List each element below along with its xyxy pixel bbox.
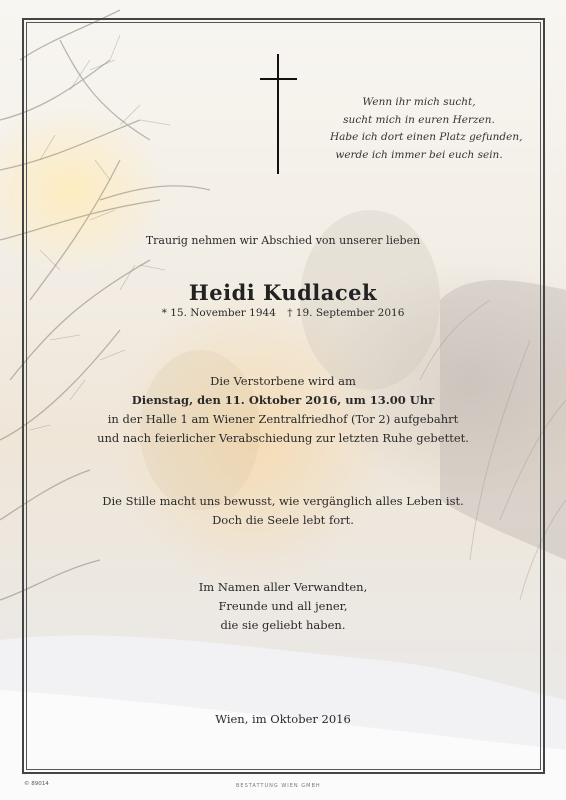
signoff-line: Im Namen aller Verwandten, [198, 580, 368, 594]
ceremony-line: in der Halle 1 am Wiener Zentralfriedhof (Tor 2) aufgebahrt [107, 412, 459, 426]
poem-line: Wenn ihr mich sucht, [362, 96, 476, 108]
deceased-name: Heidi Kudlacek [188, 280, 378, 305]
life-dates [40, 307, 526, 319]
cross-icon-bar [260, 78, 297, 80]
quote-line: Doch die Seele lebt fort. [212, 513, 354, 527]
death-date: † 19. September 2016 [287, 307, 405, 319]
poem-line: sucht mich in euren Herzen. [343, 113, 495, 126]
signoff [40, 578, 526, 635]
footer-imprint: BESTATTUNG WIEN GMBH [236, 783, 321, 789]
quote [40, 492, 526, 530]
footer-code: © 89014 [24, 781, 49, 787]
intro-text: Traurig nehmen wir Abschied von unserer lieben [145, 234, 421, 247]
poem-line: werde ich immer bei euch sein. [335, 148, 503, 161]
ceremony-line: Die Verstorbene wird am [210, 374, 356, 388]
poem [330, 94, 523, 164]
poem-line: Habe ich dort einen Platz gefunden, [330, 131, 523, 143]
signoff-line: die sie geliebt haben. [220, 618, 346, 632]
signoff-line: Freunde und all jener, [218, 599, 348, 613]
cross-icon [277, 54, 279, 174]
ceremony-details [40, 372, 526, 448]
place-date: Wien, im Oktober 2016 [215, 712, 351, 726]
ceremony-line: und nach feierlicher Verabschiedung zur letzten Ruhe gebettet. [97, 431, 469, 445]
ceremony-date: Dienstag, den 11. Oktober 2016, um 13.00 Uhr [131, 393, 435, 407]
birth-date: * 15. November 1944 [161, 307, 276, 319]
quote-line: Die Stille macht uns bewusst, wie vergänglich alles Leben ist. [102, 494, 464, 508]
